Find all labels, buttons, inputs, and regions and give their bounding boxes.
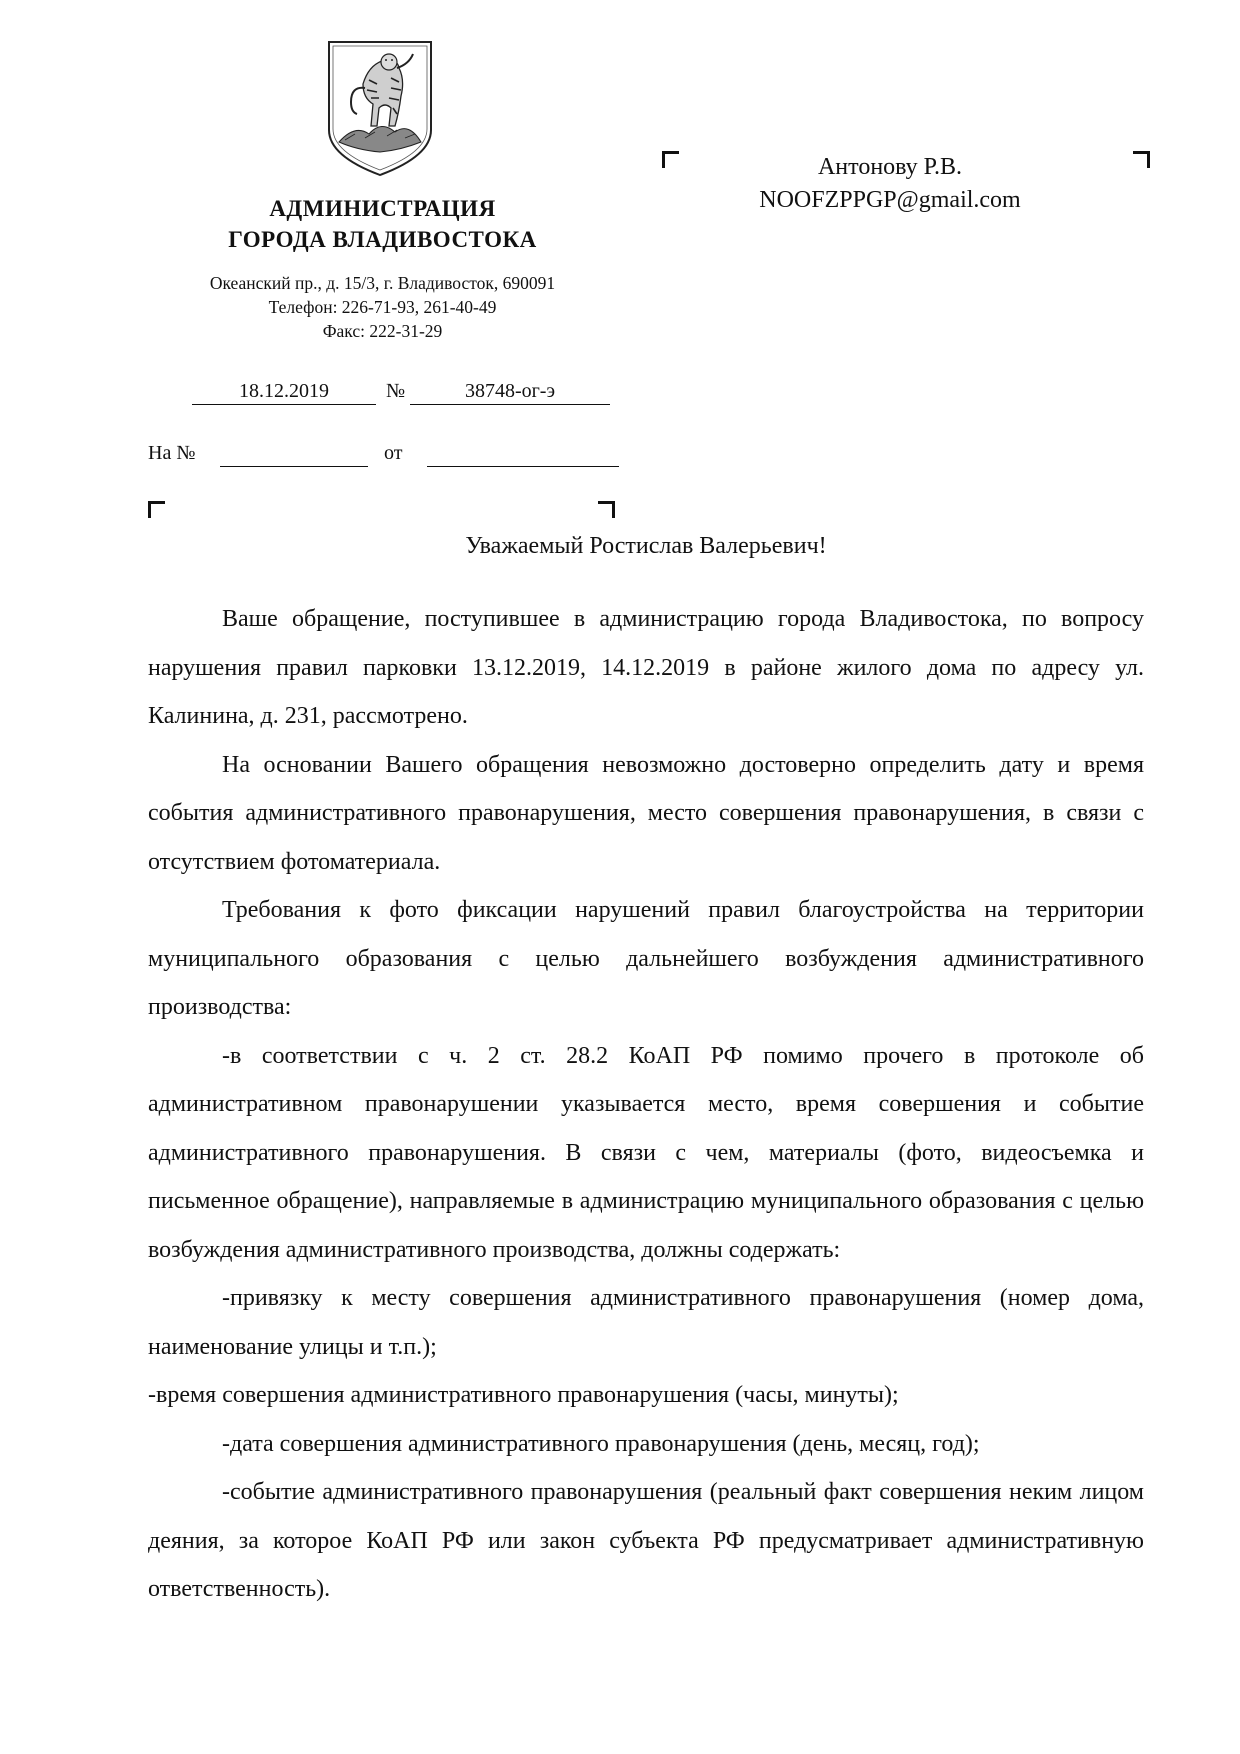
recipient-block: [740, 151, 1040, 217]
organization-name-line1: АДМИНИСТРАЦИЯ: [269, 196, 496, 221]
date-underline: [192, 404, 376, 405]
number-label: №: [386, 380, 406, 402]
recipient-name: Антонову Р.В.: [817, 154, 963, 180]
number-underline: [410, 404, 610, 405]
reference-number-blank: [220, 466, 368, 467]
reference-from-label: от: [384, 442, 403, 464]
organization-contacts: [160, 271, 605, 343]
reference-date-blank: [427, 466, 619, 467]
subject-bracket-left: [148, 501, 165, 518]
list-item: -время совершения административного правонарушения (часы, минуты);: [148, 1382, 899, 1408]
organization-phone: Телефон: 226-71-93, 261-40-49: [268, 297, 497, 317]
list-item: -событие административного правонарушения (реальный факт совершения неким лицом деяния, за которое КоАП РФ или закон субъекта РФ предусматривает административную ответственность).: [148, 1479, 1144, 1602]
letter-number: 38748-ог-э: [464, 380, 556, 402]
organization-name-line2: ГОРОДА ВЛАДИВОСТОКА: [228, 227, 537, 252]
body-paragraph: -в соответствии с ч. 2 ст. 28.2 КоАП РФ помимо прочего в протоколе об административном правонарушении указывается место, время совершения и событие административного правонарушения. В связи с чем, материалы (фото, видеосъемка и письменное обращение), направляемые в администрацию муниципального образования с целью возбуждения административного производства, должны содержать:: [148, 1042, 1144, 1263]
city-coat-of-arms: [325, 38, 435, 178]
subject-bracket-right: [598, 501, 615, 518]
recipient-bracket-left: [662, 151, 679, 168]
organization-header: [180, 193, 585, 255]
letter-date: 18.12.2019: [239, 380, 329, 402]
recipient-bracket-right: [1133, 151, 1150, 168]
letter-body: [148, 595, 1144, 1614]
body-paragraph: На основании Вашего обращения невозможно достоверно определить дату и время события административного правонарушения, место совершения правонарушения, в связи с отсутствием фотоматериала.: [148, 751, 1144, 875]
organization-address: Океанский пр., д. 15/3, г. Владивосток, 690091: [209, 273, 556, 293]
recipient-email: NOOFZPPGP@gmail.com: [759, 187, 1021, 213]
body-paragraph: Требования к фото фиксации нарушений правил благоустройства на территории муниципального образования с целью дальнейшего возбуждения административного производства:: [148, 897, 1144, 1020]
organization-fax: Факс: 222-31-29: [322, 321, 443, 341]
list-item: -дата совершения административного правонарушения (день, месяц, год);: [222, 1430, 980, 1457]
list-item: -привязку к месту совершения административного правонарушения (номер дома, наименование улицы и т.п.);: [148, 1285, 1144, 1360]
reference-number-label: На №: [148, 442, 196, 464]
body-paragraph: Ваше обращение, поступившее в администрацию города Владивостока, по вопросу нарушения правил парковки 13.12.2019, 14.12.2019 в районе жилого дома по адресу ул. Калинина, д. 231, рассмотрено.: [148, 606, 1144, 729]
greeting: Уважаемый Ростислав Валерьевич!: [465, 533, 827, 559]
